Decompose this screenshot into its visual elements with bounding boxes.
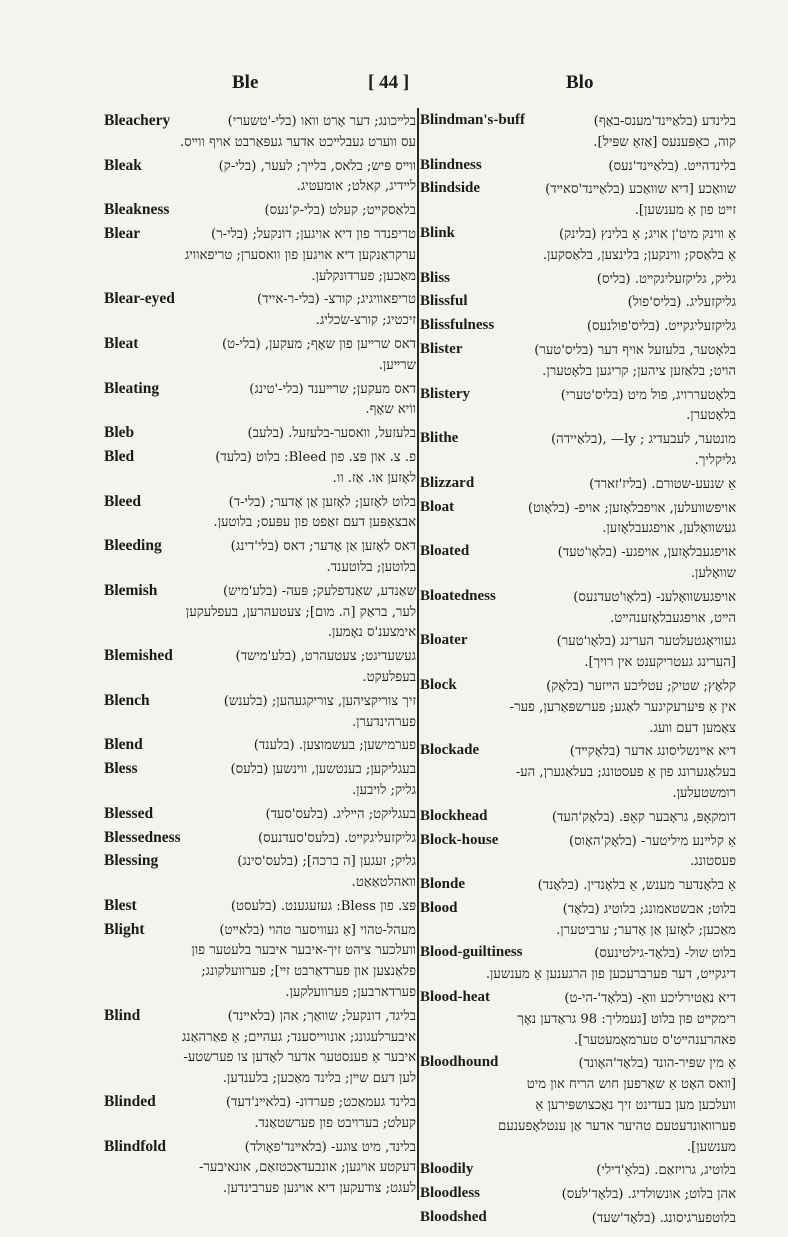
dictionary-entry xyxy=(420,180,736,222)
definition-line: בעגליקען; בענטשען, ווינשען (בלעס) xyxy=(230,762,416,778)
definition-line: הויט; בלאַזען ציהען; קריגען בלאָטערן. xyxy=(542,363,736,379)
definition-line: וועלכען מען בעדינט זיך נאָכצושפּירען אַ xyxy=(535,1098,736,1114)
dictionary-entry xyxy=(420,225,736,267)
definition-line: עס ווערט געבלײכט אדער געפּאַרבט אויף ווײס. xyxy=(179,134,416,150)
entry-headword: Bloater xyxy=(420,632,468,649)
entry-headword: Blissfulness xyxy=(420,317,495,334)
definition-line: אויפגעבלאָזען, אויפגע- (בלאָו'טעד) xyxy=(557,545,736,561)
entry-headword: Bleeding xyxy=(104,537,162,555)
definition-line: אויפגעשוואָלענ- (בלאָו'טעדנעס) xyxy=(573,589,736,605)
entry-headword: Blood-guiltiness xyxy=(420,944,523,961)
definition-line: אַ קלײנע מיליטער- (בלאָק'האָוס) xyxy=(569,833,736,849)
entry-headword: Blonde xyxy=(420,876,466,893)
dictionary-entry xyxy=(420,876,736,897)
definition-line: קלאָץ; שטיק; עטליכע הײזער (בלאָק) xyxy=(546,678,736,694)
definition-line: מאַכען; פערדונקלען. xyxy=(311,268,416,284)
definition-line: לײדיג, קאלט; אומעטיג. xyxy=(296,179,416,195)
entry-definition xyxy=(420,677,736,739)
entry-definition xyxy=(420,499,736,541)
definition-line: [וואס האָט אַ שאַרפען חוש הריח און מיט xyxy=(526,1077,736,1093)
entry-headword: Blear xyxy=(104,224,141,242)
entry-definition xyxy=(104,897,416,918)
dictionary-entry xyxy=(420,742,736,804)
definition-line: בלוטפערגיסונג. (בלאָד'שעד) xyxy=(591,1211,736,1227)
dictionary-entry xyxy=(104,829,416,850)
definition-line: אַ בלאַסק; ווינקען; בלינצען, בלאַסקען. xyxy=(542,247,736,263)
definition-line: [הערינג געטריקענט אין רויך]. xyxy=(584,655,736,671)
definition-line: שוואַכע [דיא שוואַכע (בלאַײנד'סאײד) xyxy=(545,182,736,198)
definition-line: בלאַסקײט; קעלט (בלי-ק'נעס) xyxy=(264,203,416,219)
entry-headword: Blithe xyxy=(420,430,459,447)
definition-line: אין אַ פּיערעקיגער לאַגע; פערשפּאַרען, פער- xyxy=(509,699,736,715)
dictionary-entry xyxy=(420,832,736,874)
entry-headword: Blessedness xyxy=(104,828,181,846)
definition-line: קוה, כאַפּענעס [אַזאַ שפּיל]. xyxy=(593,134,736,150)
definition-line: הײט, אויפגעבלאָזענהײט. xyxy=(610,610,736,626)
entry-headword: Bleak xyxy=(104,156,142,174)
dictionary-entry xyxy=(104,1007,416,1090)
entry-headword: Bloodshed xyxy=(420,1209,487,1226)
definition-line: אויפשוועלען, אויפבלאָזען; אויפ- (בלאָוט) xyxy=(527,500,736,516)
entry-definition xyxy=(420,876,736,897)
definition-line: זיכטיג; קורצ-שׂכליג. xyxy=(315,313,416,329)
definition-line: זיך צוריקציהען, צוריקגעהען; (בלענש) xyxy=(223,693,416,709)
definition-line: איבער אַ פענסטער אדער לאָדען צו פערשטע- xyxy=(183,1050,416,1066)
entry-headword: Blench xyxy=(104,691,150,709)
entry-headword: Blockade xyxy=(420,742,480,759)
entry-headword: Block-house xyxy=(420,831,499,848)
dictionary-entry xyxy=(104,1138,416,1200)
definition-line: אַ ווינק מיט'ן אויג; אַ בלינץ (בלינק) xyxy=(558,226,736,242)
entry-headword: Bleed xyxy=(104,492,142,510)
definition-line: פ. צ. און פּצ. פון Bleed: בלוט (בלעד) xyxy=(215,449,416,465)
definition-line: דעקטע אויגען; אונבעדאַכטזאַם, אונאיבער- xyxy=(198,1160,416,1176)
definition-line: בלינד, מיט צוגע- (בלאײנד'פאָולד) xyxy=(244,1139,416,1155)
right-column xyxy=(420,112,736,1233)
definition-line: אימצענ'ס נאָמען. xyxy=(327,625,416,641)
dictionary-entry xyxy=(420,157,736,178)
entry-headword: Blemish xyxy=(104,581,158,599)
definition-line: פערוואונדעטעם טהיער אדער אַן ענטלאָפענעם xyxy=(498,1118,736,1134)
entry-definition xyxy=(104,921,416,1004)
dictionary-entry xyxy=(420,543,736,585)
dictionary-entry xyxy=(104,647,416,689)
entry-definition xyxy=(104,335,416,377)
entry-headword: Bleating xyxy=(104,379,160,397)
definition-line: געשוואָלען, אויפגעבלאָזען. xyxy=(602,521,736,537)
dictionary-entry xyxy=(420,1161,736,1182)
page-header xyxy=(0,72,788,102)
dictionary-entry xyxy=(420,900,736,942)
definition-line: בליגד, דונקעל; שוואַך; אהן (בלאײנד) xyxy=(227,1008,416,1024)
entry-headword: Bleachery xyxy=(104,112,171,129)
dictionary-entry xyxy=(104,380,416,422)
entry-headword: Blood xyxy=(420,899,458,916)
dictionary-entry xyxy=(104,852,416,894)
entry-headword: Blessed xyxy=(104,804,154,822)
definition-line: טריפאוויגיג; קורצ- (בלי-ר-אייד) xyxy=(256,292,416,308)
definition-line: זײט פון אַ מענשען]. xyxy=(634,203,736,219)
dictionary-entry xyxy=(104,897,416,918)
definition-line: דאס מעקען; שרײענד (בלי-'טינג) xyxy=(249,381,416,397)
dictionary-entry xyxy=(420,1209,736,1230)
entry-definition xyxy=(420,341,736,383)
entry-definition xyxy=(104,157,416,199)
definition-line: גליקזעליגקײט. (בלעס'סעדנעס) xyxy=(258,830,416,846)
definition-line: גליקזעליג. (בליס'פול) xyxy=(627,295,736,311)
entry-headword: Bless xyxy=(104,760,138,778)
definition-line: דאס שרײען פון שאָף; מעקען, (בלי-ט) xyxy=(221,336,416,352)
entry-definition xyxy=(420,270,736,291)
entry-headword: Bloat xyxy=(420,498,455,515)
entry-headword: Blissful xyxy=(420,293,468,310)
dictionary-entry xyxy=(104,157,416,199)
entry-headword: Blockhead xyxy=(420,807,488,824)
definition-line: מעהל-טהוי [אַ געוויסער טהוי (בלאײט) xyxy=(219,922,416,938)
entry-headword: Blistery xyxy=(420,385,470,402)
dictionary-entry xyxy=(420,270,736,291)
definition-line: בלוטיג, גרויזאַם. (בלאָ'דילי) xyxy=(596,1163,736,1179)
entry-headword: Block xyxy=(420,676,457,693)
dictionary-entry xyxy=(420,317,736,338)
entry-headword: Blear-eyed xyxy=(104,290,175,308)
dictionary-entry xyxy=(420,293,736,314)
definition-line: בלאָטערן. xyxy=(686,408,736,424)
definition-line: שרײען. xyxy=(378,357,416,373)
definition-line: אַ מין שפּיר-הונד (בלאָד'האָונד) xyxy=(578,1056,736,1072)
definition-line: רימקײט פון בלוט [געמליך: 98 גראַדען נאָך xyxy=(517,1011,736,1027)
definition-line: דיגקײט, דער פערברעכען פון הרגענען אַ מענשען. xyxy=(485,967,736,983)
definition-line: גליק, גליקזעליגקײט. (בליס) xyxy=(596,271,736,287)
definition-line: פערהינדערן. xyxy=(351,714,416,730)
definition-line: גליק; זעגען [ה ברכה]; (בלעס'סינג) xyxy=(237,854,416,870)
definition-line: דאס לאָזען אַן אָדער; דאס (בלי'דינג) xyxy=(230,539,416,555)
entry-headword: Blemished xyxy=(104,647,173,665)
dictionary-entry xyxy=(420,632,736,674)
header-right-guide-word: Blo xyxy=(566,72,594,93)
entry-headword: Blindness xyxy=(420,156,482,173)
definition-line: בלוט לאָזען; לאָזען אַן אָדער; (בלי-ד) xyxy=(228,494,416,510)
definition-line: וואהלטאַאַט. xyxy=(351,875,416,891)
entry-headword: Blest xyxy=(104,896,137,914)
dictionary-entry xyxy=(420,475,736,496)
entry-headword: Blood-heat xyxy=(420,989,491,1006)
entry-headword: Bloated xyxy=(420,543,470,560)
definition-line: אַ שנעע-שטורם. (בליז'זארד) xyxy=(589,476,736,492)
definition-line: בלינדע (בלאַײנד'מענס-באַף) xyxy=(593,114,736,129)
definition-line: מענשען]. xyxy=(686,1139,736,1155)
entry-headword: Bloodily xyxy=(420,1161,474,1178)
definition-line: גליקזעליגקײט. (בליס'פולנעס) xyxy=(586,319,736,335)
dictionary-entry xyxy=(420,1054,736,1158)
definition-line: שאַנדע, שאַנדפלעק; פּעה- (בלע'מיש) xyxy=(223,583,416,599)
dictionary-entry xyxy=(104,692,416,734)
dictionary-entry xyxy=(420,112,736,154)
entry-headword: Bloodhound xyxy=(420,1054,499,1071)
definition-line: דיא אײנשליסונג אדער (בלאָקײד) xyxy=(569,744,736,760)
definition-line: מאַכען; לאָזען אַן אָדער; ערביטערן. xyxy=(556,922,736,938)
dictionary-entry xyxy=(104,760,416,802)
definition-line: פּצ. פון Bless: געזעגענט. (בלעסט) xyxy=(230,898,416,914)
dictionary-entry xyxy=(104,112,416,154)
definition-line: געשעדיגט; צעטעהרט, (בלע'מישד) xyxy=(235,649,416,665)
page-number: [ 44 ] xyxy=(368,72,410,93)
definition-line: פערדארבען; פערוועלקען. xyxy=(285,985,416,1001)
definition-line: בלינדהײט. (בלאַײנד'נעס) xyxy=(608,158,736,174)
entry-headword: Blindside xyxy=(420,180,481,197)
definition-line: פלאַנצען און פערדאַרבט זײ]; פערוועלקונג; xyxy=(201,964,416,980)
dictionary-entry xyxy=(104,805,416,826)
entry-headword: Bleat xyxy=(104,334,139,352)
entry-definition xyxy=(104,225,416,287)
dictionary-entry xyxy=(420,588,736,630)
definition-line: בלוט; אבשטאמונג; בלוטיג (בלאָד) xyxy=(562,901,736,917)
entry-headword: Blindfold xyxy=(104,1137,167,1155)
definition-line: טריפנדר פון דיא אויגען; דונקעל; (בלי-ר) xyxy=(211,226,416,242)
definition-line: בעפלעקט. xyxy=(362,669,416,685)
dictionary-entry xyxy=(420,808,736,829)
dictionary-entry xyxy=(104,921,416,1004)
entry-definition xyxy=(104,760,416,802)
definition-line: בלאָטער, בלעזעל אויף דער (בליס'טער) xyxy=(534,342,736,358)
entry-headword: Blindman's-buff xyxy=(420,112,526,128)
dictionary-entry xyxy=(420,944,736,986)
dictionary-entry xyxy=(420,386,736,428)
entry-definition xyxy=(420,225,736,267)
entry-definition xyxy=(104,692,416,734)
definition-line: צאַמען דעם וועג. xyxy=(649,720,736,736)
header-left-guide-word: Ble xyxy=(232,72,259,93)
dictionary-entry xyxy=(104,225,416,287)
dictionary-entry xyxy=(420,430,736,472)
entry-headword: Bleb xyxy=(104,424,135,442)
definition-line: בלאָטעררויג, פול מיט (בליס'טערי) xyxy=(560,387,736,403)
definition-line: אַ בלאָנדער מענש, אַ בלאָנדין. (בלאָנד) xyxy=(537,878,736,894)
definition-line: גליק; לויבען. xyxy=(351,782,416,798)
dictionary-entry xyxy=(420,677,736,739)
entry-definition xyxy=(420,430,736,472)
dictionary-entry xyxy=(104,582,416,644)
entry-headword: Blinded xyxy=(104,1093,156,1111)
dictionary-entry xyxy=(104,201,416,222)
definition-line: לען דעם שײן; בלינד מאַכען; בלענדען. xyxy=(222,1071,416,1087)
entry-headword: Blizzard xyxy=(420,474,475,491)
dictionary-entry xyxy=(104,448,416,490)
dictionary-entry xyxy=(104,1093,416,1135)
definition-line: קעלט; בערויבט פון פערשטאַנד. xyxy=(254,1115,416,1131)
definition-line: לעגט; צודעקען דיא אויגען פערבינדען. xyxy=(222,1181,416,1197)
definition-line: בלײכונג; דער אָרט וואו (בלי-'טשערי) xyxy=(227,114,416,129)
definition-line: איבערלעגונג; אונווייסענד; געהײם; אַ פאַרהאַנג xyxy=(181,1029,416,1045)
entry-definition xyxy=(104,424,416,445)
definition-line: דיא נאַטירליכע וואַ- (בלאָד'-הי-ט) xyxy=(564,991,736,1007)
dictionary-entry xyxy=(104,290,416,332)
definition-line: בעגליקט; הײליג. (בלעס'סעד) xyxy=(265,806,416,822)
entry-definition xyxy=(104,448,416,490)
definition-line: רומשטעלען. xyxy=(672,785,736,801)
definition-line: בלינד געמאַכט; פערדונ- (בלאײנ'דעד) xyxy=(225,1095,416,1111)
entry-headword: Blight xyxy=(104,920,145,938)
dictionary-entry xyxy=(104,335,416,377)
entry-definition xyxy=(420,900,736,942)
definition-line: פעסטונג. xyxy=(689,854,736,870)
entry-headword: Blind xyxy=(104,1006,141,1024)
dictionary-entry xyxy=(420,989,736,1051)
definition-line: פערמישען; בעשמוצען. (בלענד) xyxy=(253,738,416,754)
dictionary-entry xyxy=(104,537,416,579)
definition-line: בלעזעל, וואסער-בלעזעל. (בלעב) xyxy=(247,426,416,442)
definition-line: בעלאַגערונג פון אַ פעסטונג; בעלאַגערן, הע- xyxy=(515,765,736,781)
definition-line: מונטער, לעבעדיג ; ly— ,(בלאַיידה) xyxy=(550,432,736,448)
entry-headword: Bloatedness xyxy=(420,587,496,604)
definition-line: בלוט שול- (בלאָד-גילטינעס) xyxy=(594,946,736,962)
entry-headword: Blink xyxy=(420,224,456,241)
column-divider xyxy=(417,108,419,1200)
definition-line: געוויאָגטעלטער הערינג (בלאָו'טער) xyxy=(556,634,736,650)
entry-definition xyxy=(104,493,416,535)
definition-line: אהן בלוט; אונשולדיג. (בלאָד'לעס) xyxy=(561,1187,736,1203)
definition-line: אבצאַפּען דעם זאַפט פון עפּעס; בלוטען. xyxy=(213,515,416,531)
entry-headword: Blessing xyxy=(104,852,159,870)
definition-line: פאהרענהײט'ס טערמאָמעטער]. xyxy=(573,1032,736,1048)
dictionary-entry xyxy=(104,424,416,445)
entry-headword: Bloodless xyxy=(420,1185,481,1202)
dictionary-entry xyxy=(104,493,416,535)
entry-headword: Bled xyxy=(104,447,135,465)
entry-definition xyxy=(104,1007,416,1090)
entry-headword: Bleakness xyxy=(104,201,170,219)
definition-line: וועלכער ציהט זיך-איבער איבער בלעטער פון xyxy=(191,943,416,959)
definition-line: לאָזען או. אַז. וו. xyxy=(332,470,416,486)
entry-definition xyxy=(104,736,416,757)
definition-line: לער, בראַק [ה. מום]; צעטעהרען, בעפלעקען xyxy=(185,604,416,620)
dictionary-entry xyxy=(420,499,736,541)
dictionary-entry xyxy=(420,1185,736,1206)
definition-line: דומקאָפּ, גראָבער קאָפּ. (בלאָק'העד) xyxy=(551,809,736,825)
entry-headword: Bliss xyxy=(420,269,451,286)
definition-line: ווײס פּיש; בלאס, בלײך; לעער, (בלי-ק) xyxy=(218,158,416,174)
definition-line: ווֹיא שאָף. xyxy=(365,402,416,418)
dictionary-entry xyxy=(104,736,416,757)
entry-headword: Blend xyxy=(104,736,143,754)
definition-line: שוואָלען. xyxy=(690,565,736,581)
dictionary-entry xyxy=(420,341,736,383)
left-column xyxy=(104,112,416,1203)
entry-headword: Blister xyxy=(420,340,463,357)
definition-line: גליקליך. xyxy=(694,452,736,468)
definition-line: בלוטען; בלוטענד. xyxy=(326,559,416,575)
definition-line: ערקראַנקען דיא אויגען פון וואסערן; טריפאוויג xyxy=(185,247,416,263)
